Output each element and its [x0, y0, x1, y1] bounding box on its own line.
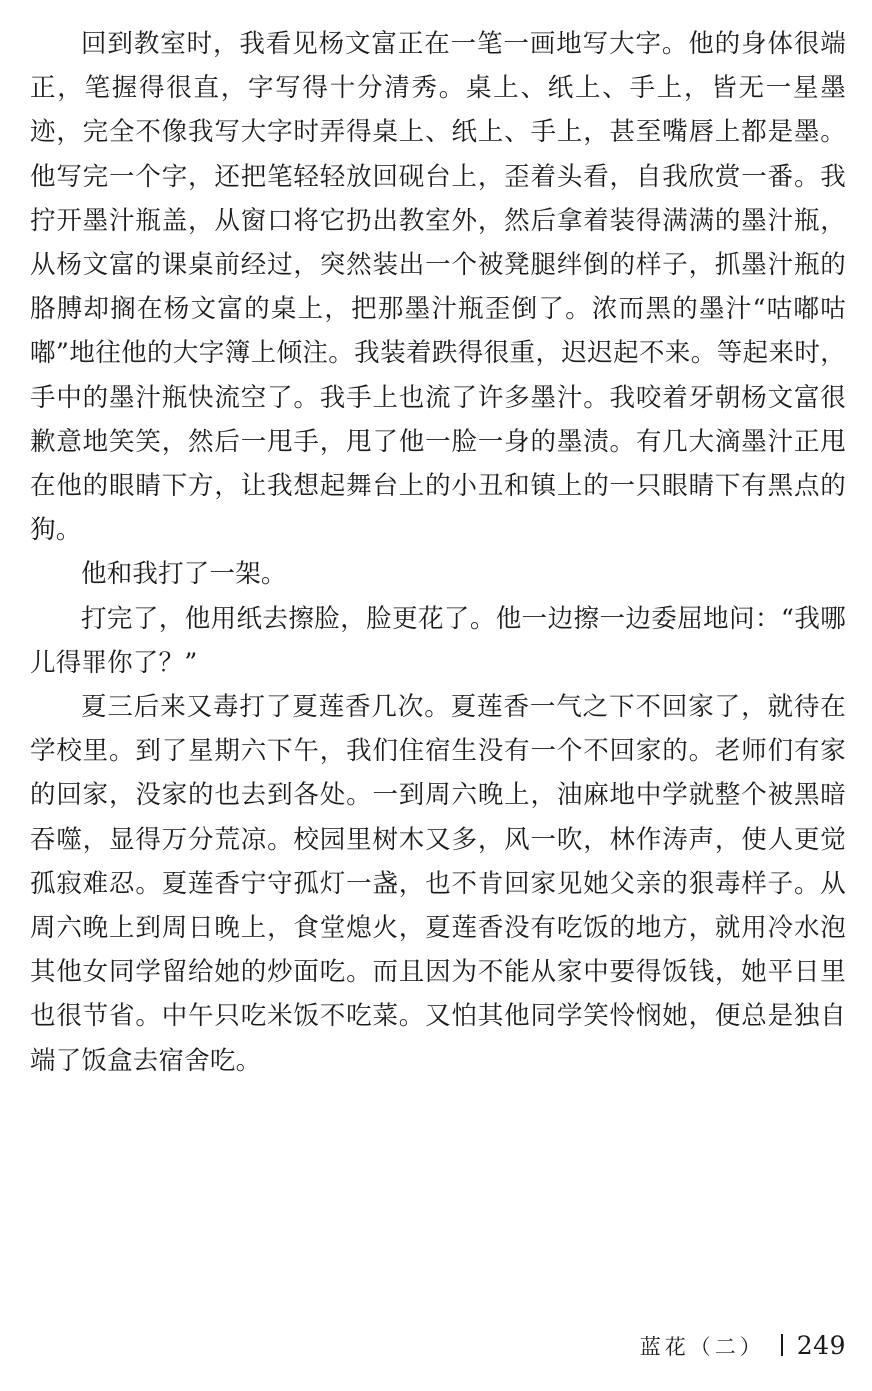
footer-chapter-title: 蓝花（二） [639, 1335, 765, 1359]
paragraph: 夏三后来又毒打了夏莲香几次。夏莲香一气之下不回家了，就待在学校里。到了星期六下午，我们住宿生没有一个不回家的。老师们有家的回家，没家的也去到各处。一到周六晚上，油麻地中学就整个被黑暗吞噬，显得万分荒凉。校园里树木又多，风一吹，林作涛声，使人更觉孤寂难忍。夏莲香宁守孤灯一盏，也不肯回家见她父亲的狠毒样子。从周六晚上到周日晚上，食堂熄火，夏莲香没有吃饭的地方，就用冷水泡其他女同学留给她的炒面吃。而且因为不能从家中要得饭钱，她平日里也很节省。中午只吃米饭不吃菜。又怕其他同学笑怜悯她，便总是独自端了饭盒去宿舍吃。 [30, 692, 846, 1076]
paragraph: 他和我打了一架。 [81, 559, 287, 590]
paragraph: 回到教室时，我看见杨文富正在一笔一画地写大字。他的身体很端正，笔握得很直，字写得十分清秀。桌上、纸上、手上，皆无一星墨迹，完全不像我写大字时弄得桌上、纸上、手上，甚至嘴唇上都是墨。他写完一个字，还把笔轻轻放回砚台上，歪着头看，自我欣赏一番。我拧开墨汁瓶盖，从窗口将它扔出教室外，然后拿着装得满满的墨汁瓶，从杨文富的课桌前经过，突然装出一个被凳腿绊倒的样子，抓墨汁瓶的胳膊却搁在杨文富的桌上，把那墨汁瓶歪倒了。浓而黑的墨汁“咕嘟咕嘟”地往他的大字簿上倾注。我装着跌得很重，迟迟起不来。等起来时，手中的墨汁瓶快流空了。我手上也流了许多墨汁。我咬着牙朝杨文富很歉意地笑笑，然后一甩手，甩了他一脸一身的墨渍。有几大滴墨汁正甩在他的眼睛下方，让我想起舞台上的小丑和镇上的一只眼睛下有黑点的狗。 [30, 29, 846, 546]
paragraph: 打完了，他用纸去擦脸，脸更花了。他一边擦一边委屈地问：“我哪儿得罪你了？” [30, 603, 846, 678]
page-number: 249 [796, 1331, 846, 1360]
page-body [30, 22, 846, 1083]
footer-divider [781, 1334, 783, 1356]
page-footer [30, 1331, 846, 1365]
